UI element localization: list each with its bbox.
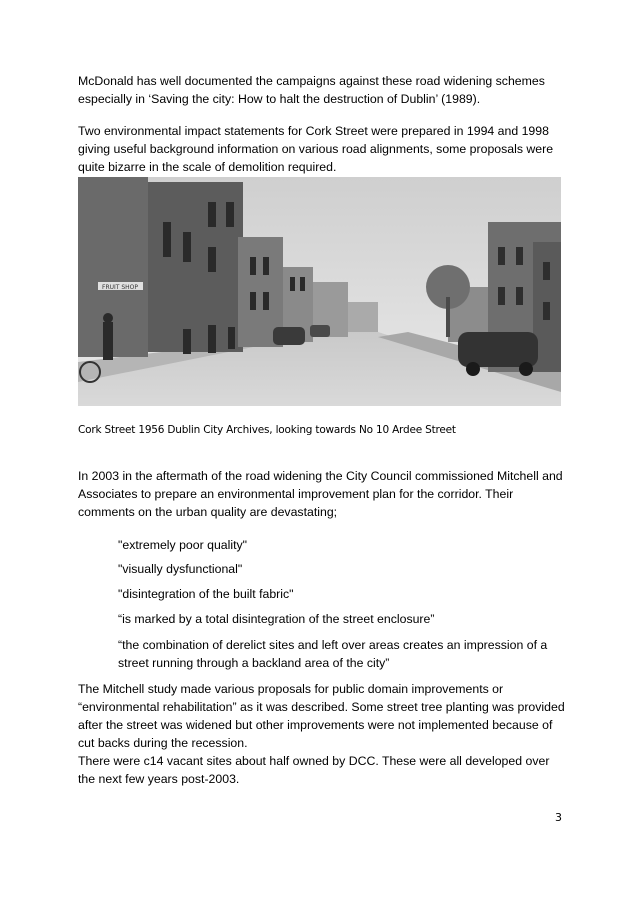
quote-4: “is marked by a total disintegration of the street enclosure” bbox=[118, 612, 435, 626]
photo-caption: Cork Street 1956 Dublin City Archives, looking towards No 10 Ardee Street bbox=[78, 424, 456, 436]
page-number: 3 bbox=[555, 811, 562, 824]
quote-1: "extremely poor quality" bbox=[118, 538, 248, 552]
paragraph-proposals: The Mitchell study made various proposals for public domain improvements or “environmental rehabilitation” as it was described. Some street tree planting was provided after the street was widened but other improvements were not implemented because of cut backs during the recession. bbox=[78, 682, 565, 750]
shop-sign-text: FRUIT SHOP bbox=[102, 284, 139, 291]
quote-3: "disintegration of the built fabric" bbox=[118, 587, 294, 601]
quote-2: "visually dysfunctional" bbox=[118, 562, 243, 576]
quote-5: “the combination of derelict sites and left over areas creates an impression of a street running through a backland area of the city” bbox=[118, 638, 548, 670]
paragraph-eis: Two environmental impact statements for Cork Street were prepared in 1994 and 1998 giving useful background information on various road alignments, some proposals were quite bizarre in the scale of demolition required. bbox=[78, 124, 554, 174]
paragraph-mitchell: In 2003 in the aftermath of the road widening the City Council commissioned Mitchell and Associates to prepare an environmental improvement plan for the corridor. Their comments on the urban quality are devastating; bbox=[78, 469, 563, 519]
paragraph-intro: McDonald has well documented the campaigns against these road widening schemes especially in ‘Saving the city: How to halt the destruction of Dublin’ (1989). bbox=[78, 74, 545, 106]
archive-photo bbox=[78, 177, 561, 406]
paragraph-vacant-sites: There were c14 vacant sites about half owned by DCC. These were all developed over the next few years post-2003. bbox=[78, 754, 550, 786]
